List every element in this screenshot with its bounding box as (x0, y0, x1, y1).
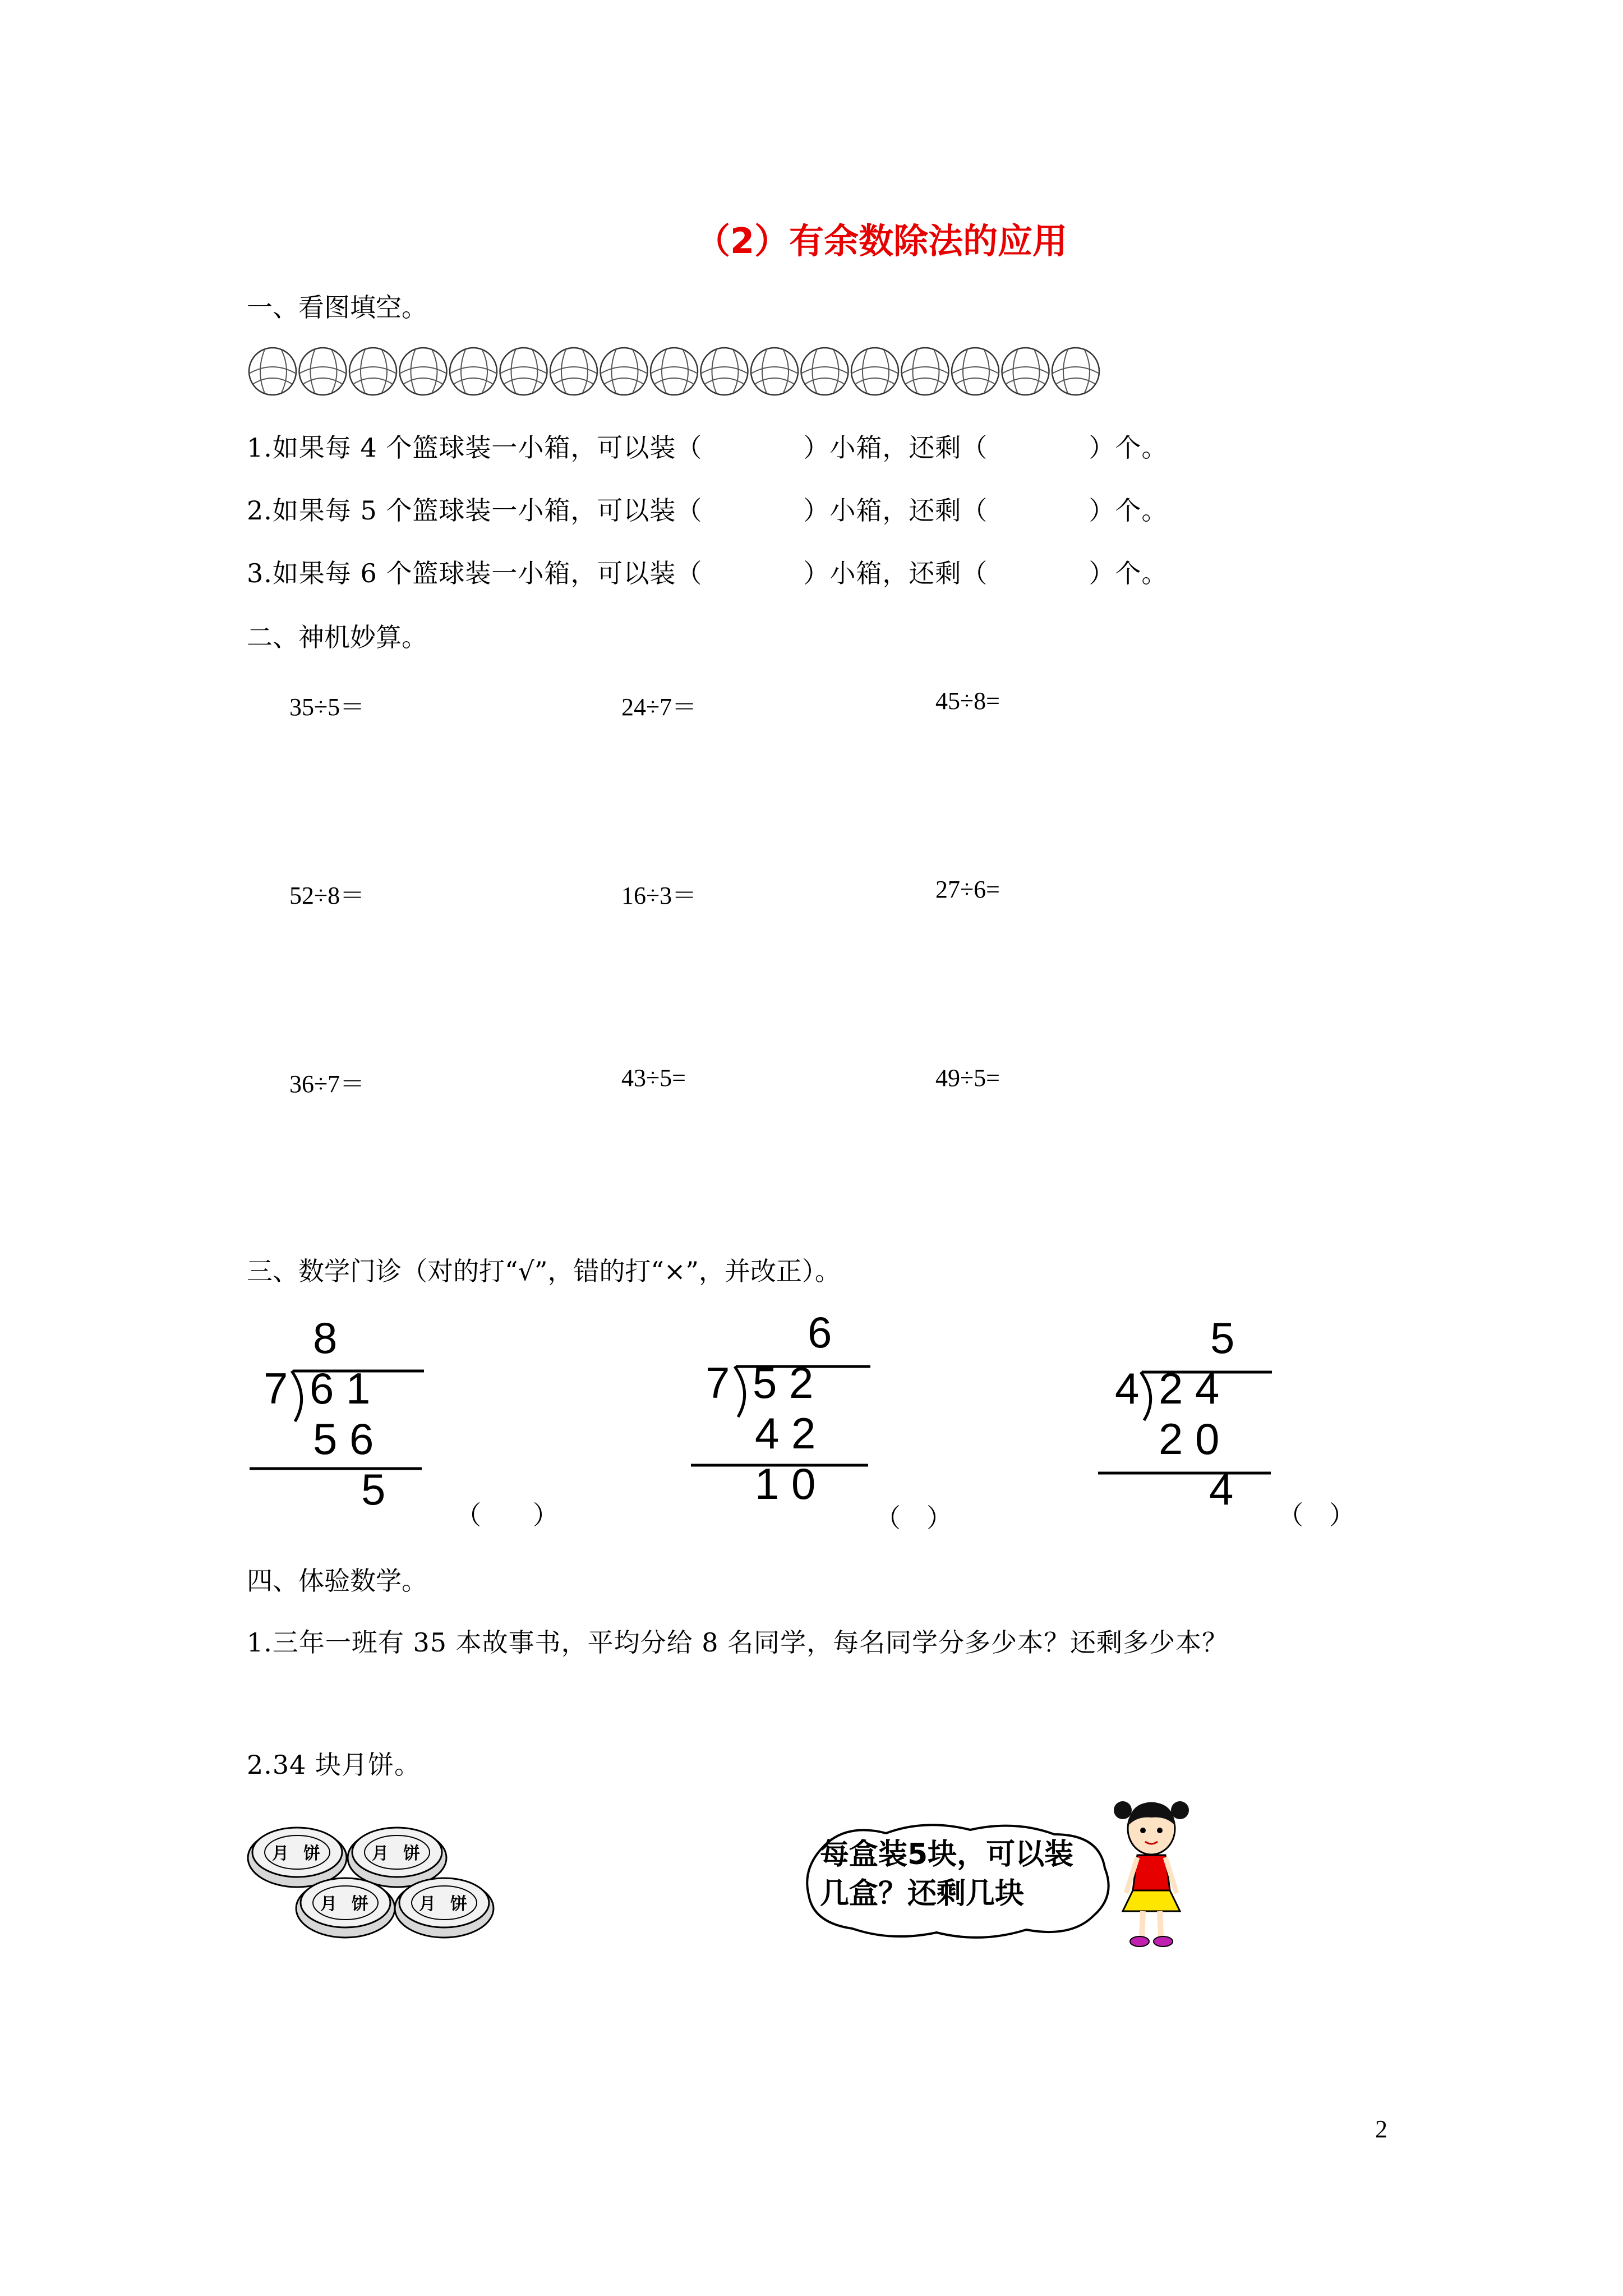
question-3-prefix: 3.如果每 6 个篮球装一小箱，可以装（ (247, 558, 703, 588)
section3-heading: 三、数学门诊（对的打“√”，错的打“×”，并改正）。 (247, 1256, 841, 1286)
speech-bubble-line-1: 每盒装5块，可以装 (820, 1838, 1074, 1871)
equation: 24÷7＝ (621, 693, 697, 721)
dividend: 2 4 (1159, 1364, 1220, 1413)
equation: 35÷5＝ (289, 693, 365, 721)
question-3 (247, 553, 1168, 590)
basketball-icon (450, 348, 497, 395)
basketball-icon (801, 348, 849, 395)
quotient: 8 (313, 1313, 338, 1363)
mooncake-label: 月 (272, 1844, 289, 1864)
speech-bubble-line-2: 几盒？还剩几块 (820, 1877, 1025, 1911)
basketball-icon (651, 348, 698, 395)
equation: 27÷6= (935, 876, 1000, 903)
mooncake-icon (296, 1878, 395, 1938)
word-problem-1: 1.三年一班有 35 本故事书，平均分给 8 名同学，每名同学分多少本？还剩多少本？ (247, 1627, 1229, 1658)
product: 2 0 (1159, 1414, 1220, 1464)
basketball-icon (902, 348, 949, 395)
equation: 36÷7＝ (289, 1070, 365, 1098)
basketball-icon (550, 348, 597, 395)
question-2-middle: ）小箱，还剩（ (803, 495, 988, 526)
basketball-icon (751, 348, 798, 395)
equation: 16÷3＝ (621, 882, 697, 909)
remainder: 1 0 (755, 1459, 816, 1508)
mooncake-label: 月 (419, 1894, 436, 1914)
basketball-icon (601, 348, 648, 395)
quotient: 5 (1210, 1313, 1235, 1363)
question-1 (247, 427, 1168, 464)
product: 4 2 (755, 1409, 816, 1458)
basketball-icon (701, 348, 748, 395)
question-3-suffix: ）个。 (1089, 558, 1168, 588)
question-2 (247, 490, 1168, 527)
section4-heading: 四、体验数学。 (247, 1566, 427, 1596)
basketball-icon (1002, 348, 1049, 395)
quotient: 6 (808, 1308, 832, 1357)
basketball-icon (299, 348, 347, 395)
equation: 52÷8＝ (289, 882, 365, 909)
question-2-suffix: ）个。 (1089, 495, 1168, 526)
question-3-middle: ）小箱，还剩（ (803, 558, 988, 588)
question-1-suffix: ）个。 (1089, 432, 1168, 463)
section1-heading: 一、看图填空。 (247, 292, 427, 323)
mooncake-icon (348, 1828, 446, 1887)
equation: 43÷5= (621, 1064, 686, 1092)
mooncake-label: 月 (320, 1894, 337, 1914)
mooncake-label: 月 (372, 1844, 389, 1864)
product: 5 6 (313, 1414, 374, 1464)
equation: 45÷8= (935, 687, 1000, 715)
mooncake-icon (395, 1878, 494, 1938)
girl-illustration (1110, 1787, 1195, 1955)
page-title: （2）有余数除法的应用 (695, 220, 1068, 261)
mooncake-icon (248, 1828, 347, 1887)
basketball-icon (851, 348, 898, 395)
mooncake-label: 饼 (450, 1894, 467, 1914)
basketball-icon (500, 348, 547, 395)
word-problem-2: 2.34 块月饼。 (247, 1750, 421, 1780)
remainder: 5 (361, 1465, 386, 1514)
question-2-prefix: 2.如果每 5 个篮球装一小箱，可以装（ (247, 495, 703, 526)
divisor: 7 (706, 1358, 730, 1407)
answer-parentheses[interactable]: （ ） (1278, 1500, 1355, 1530)
dividend: 6 1 (310, 1364, 371, 1413)
dividend: 5 2 (753, 1358, 814, 1407)
section2-heading: 二、神机妙算。 (247, 622, 427, 652)
page-number: 2 (1375, 2115, 1387, 2143)
divisor: 7 (264, 1364, 288, 1413)
question-1-middle: ）小箱，还剩（ (803, 432, 988, 463)
basketball-icon (1052, 348, 1099, 395)
question-1-prefix: 1.如果每 4 个篮球装一小箱，可以装（ (247, 432, 703, 463)
remainder: 4 (1209, 1465, 1234, 1514)
answer-parentheses[interactable]: （ ） (875, 1503, 952, 1533)
mooncake-label: 饼 (352, 1894, 368, 1914)
basketball-icon (249, 348, 296, 395)
equation: 49÷5= (935, 1064, 1000, 1092)
basketball-icon (349, 348, 396, 395)
mooncake-label: 饼 (303, 1844, 320, 1864)
basketball-row (247, 342, 1116, 398)
mooncake-illustration (247, 1812, 505, 1952)
basketball-icon (400, 348, 447, 395)
basketball-icon (952, 348, 999, 395)
divisor: 4 (1115, 1364, 1140, 1413)
division-bracket (0, 0, 1, 1)
mooncake-label: 饼 (403, 1844, 420, 1864)
answer-parentheses[interactable]: （ ） (455, 1500, 559, 1530)
